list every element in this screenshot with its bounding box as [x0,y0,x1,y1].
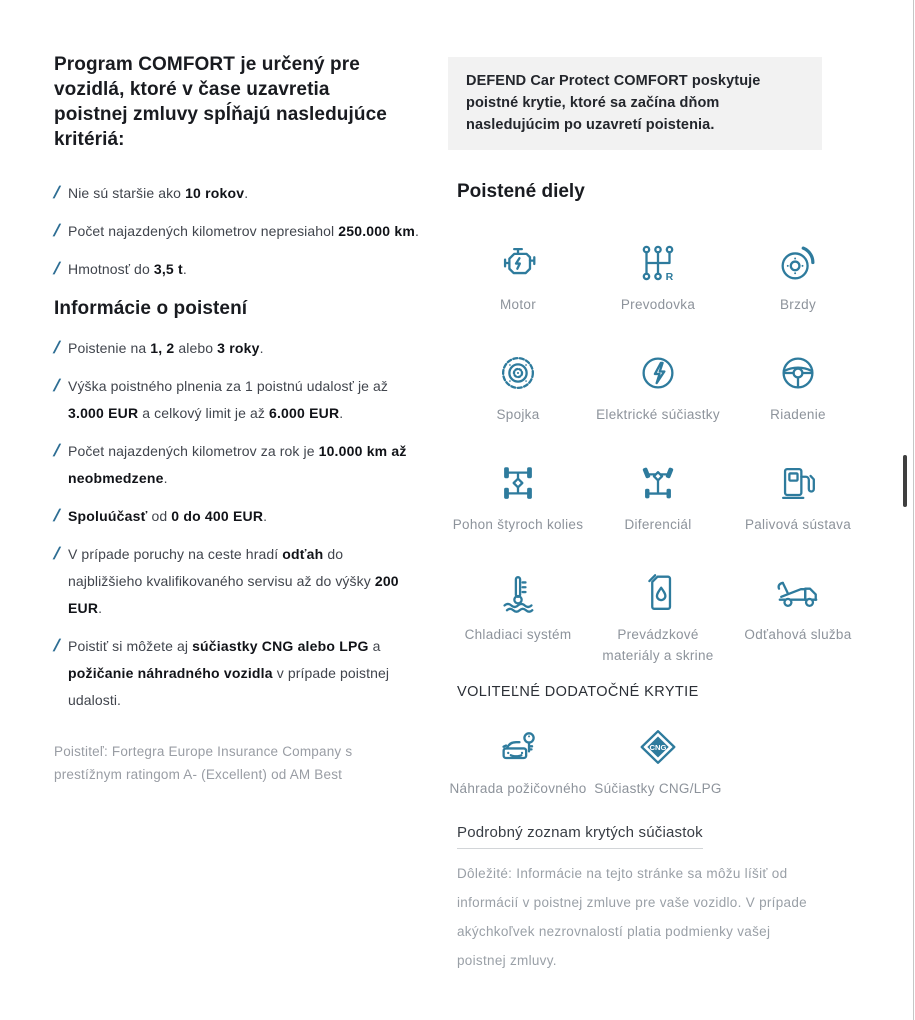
part-nahrada-pozicovneho [448,724,588,799]
coverage-start-banner: DEFEND Car Protect COMFORT poskytuje poistné krytie, ktoré sa začína dňom nasledujúcim po uzavretí poistenia. [448,57,822,150]
bullet-text: Počet najazdených kilometrov nepresiahol 250.000 km. [68,223,419,239]
steering-wheel-icon [775,350,821,396]
tow-truck-icon [775,570,821,616]
part-label: Pohon štyroch kolies [452,517,584,532]
part-suciastky-cng-lpg [588,724,728,799]
bullet-text: Poistiť si môžete aj súčiastky CNG alebo LPG a požičanie náhradného vozidla v prípade poistnej udalosti. [68,638,390,708]
covered-parts-heading: Poistené diely [457,181,585,202]
awd-chassis-icon [495,460,541,506]
criteria-item [54,180,436,207]
insurance-info-item [54,438,436,492]
bullet-text: Hmotnosť do 3,5 t. [68,261,187,277]
slash-bullet-icon: / [52,259,61,278]
bullet-text: Poistenie na 1, 2 alebo 3 roky. [68,340,264,356]
slash-bullet-icon: / [52,636,61,655]
program-criteria-column [54,52,436,800]
optional-coverage-heading: VOLITEĽNÉ DODATOČNÉ KRYTIE [457,684,699,700]
oil-canister-icon [635,570,681,616]
slash-bullet-icon: / [52,376,61,395]
car-key-icon [495,724,541,770]
part-label: Prevádzkové materiály a skrine [602,627,714,663]
gearshift-icon [635,240,681,286]
bullet-text: Nie sú staršie ako 10 rokov. [68,185,249,201]
part-motor [448,240,588,315]
part-palivova-sustava [728,460,868,535]
program-intro-heading: Program COMFORT je určený pre vozidlá, ktoré v čase uzavretia poistnej zmluvy spĺňajú nasledujúce kritériá: [54,54,387,150]
clutch-icon [495,350,541,396]
part-prevodovka [588,240,728,315]
part-label: Spojka [496,407,540,422]
slash-bullet-icon: / [52,544,61,563]
part-label: Chladiaci systém [464,627,572,642]
part-elektricke-suciastky [588,350,728,425]
bullet-text: V prípade poruchy na ceste hradí odťah do najbližšieho kvalifikovaného servisu až do výšky 200 EUR. [68,546,399,616]
slash-bullet-icon: / [52,338,61,357]
brake-disc-icon [775,240,821,286]
part-label: Súčiastky CNG/LPG [594,781,722,796]
insurance-info-item [54,373,436,427]
engine-icon [495,240,541,286]
slash-bullet-icon: / [52,183,61,202]
svg-text:R: R [665,271,674,284]
bullet-text: Výška poistného plnenia za 1 poistnú udalosť je až 3.000 EUR a celkový limit je až 6.000 EUR. [68,378,389,421]
covered-parts-column [448,57,880,975]
lightning-circle-icon [635,350,681,396]
slash-bullet-icon: / [52,441,61,460]
differential-icon [635,460,681,506]
criteria-item [54,256,436,283]
scrollbar-thumb[interactable] [903,455,907,507]
covered-parts-list-link[interactable]: Podrobný zoznam krytých súčiastok [457,823,703,849]
part-odtahova-sluzba [728,570,868,666]
slash-bullet-icon: / [52,221,61,240]
bullet-text: Počet najazdených kilometrov za rok je 10.000 km až neobmedzene. [68,443,407,486]
insurance-info-heading: Informácie o poistení [54,298,248,319]
insurer-note: Poistiteľ: Fortegra Europe Insurance Company s prestížnym ratingom A- (Excellent) od AM Best [54,744,353,782]
disclaimer-note: Dôležité: Informácie na tejto stránke sa môžu líšiť od informácií v poistnej zmluve pre vaše vozidlo. V prípade akýchkoľvek nezrovnalostí platia podmienky vašej poistnej zmluvy. [457,866,807,968]
part-label: Náhrada požičovného [449,781,587,796]
optional-parts-grid [448,724,880,799]
part-label: Brzdy [779,297,816,312]
part-label: Prevodovka [620,297,696,312]
criteria-item [54,218,436,245]
part-label: Odťahová služba [744,627,852,642]
cng-diamond-icon [635,724,681,770]
thermometer-waves-icon [495,570,541,616]
part-prevadzkove-materialy [588,570,728,666]
insurance-info-item [54,503,436,530]
part-diferencial [588,460,728,535]
insurance-info-item [54,541,436,622]
slash-bullet-icon: / [52,506,61,525]
panel-right-border [913,0,914,1020]
part-label: Riadenie [770,407,826,422]
insurance-info-item [54,335,436,362]
part-label: Motor [499,297,536,312]
part-chladiaci-system [448,570,588,666]
part-pohon-styroch-kolies [448,460,588,535]
part-spojka [448,350,588,425]
fuel-pump-icon [775,460,821,506]
insurance-info-item [54,633,436,714]
part-label: Elektrické súčiastky [596,407,720,422]
bullet-text: Spoluúčasť od 0 do 400 EUR. [68,508,268,524]
insurance-info-list [54,335,436,714]
part-label: Palivová sústava [744,517,852,532]
part-brzdy [728,240,868,315]
part-label: Diferenciál [624,517,692,532]
part-riadenie [728,350,868,425]
covered-parts-grid [448,240,880,666]
svg-text:CNG: CNG [649,742,667,752]
criteria-list [54,180,436,283]
